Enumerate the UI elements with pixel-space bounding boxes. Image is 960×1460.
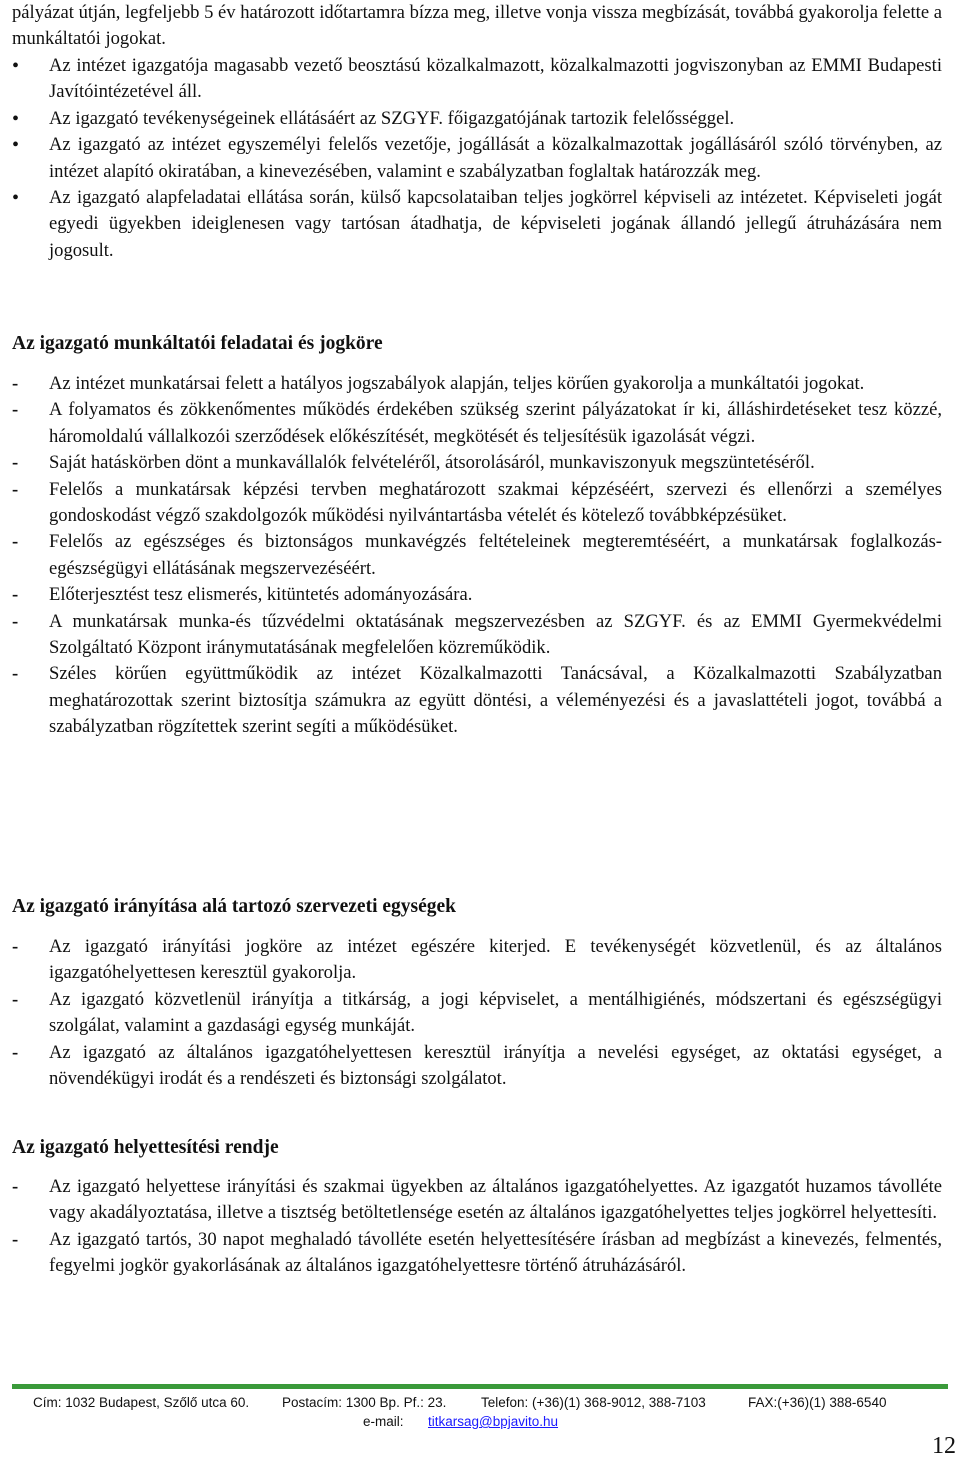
dash-marker: - bbox=[12, 1176, 19, 1197]
dash-marker: - bbox=[12, 452, 19, 474]
list-item-text: Az igazgató az intézet egyszemélyi felelős vezetője, jogállását a közalkalmazottak jogállásáról szóló törvényben, az intézet alapító okiratában, a kinevezésében, valamint e szabályzatban foglaltak határozzák meg. bbox=[49, 134, 942, 182]
bullet-marker: • bbox=[12, 187, 20, 210]
list-item-text: Az igazgató közvetlenül irányítja a titkárság, a jogi képviselet, a mentálhigiénés, módszertani és egészségügyi szolgálat, valamint a gazdasági egység munkáját. bbox=[49, 988, 942, 1037]
list-item-text: Az igazgató tartós, 30 napot meghaladó távolléte esetén helyettesítésére írásban ad megbízást a kinevezés, felmentés, fegyelmi jogkör gyakorlásának az általános igazgatóhelyettesre történő átruházásáról. bbox=[49, 1228, 942, 1277]
dash-marker: - bbox=[12, 584, 19, 606]
dash-marker: - bbox=[12, 1228, 19, 1250]
dash-marker: - bbox=[12, 373, 19, 394]
section3-list bbox=[12, 1174, 942, 1280]
list-item bbox=[12, 1227, 942, 1280]
dash-marker: - bbox=[12, 610, 19, 632]
footer-email-label: e-mail: bbox=[363, 1414, 404, 1429]
list-item bbox=[12, 987, 942, 1040]
list-item-text: Széles körűen együttműködik az intézet Közalkalmazotti Tanácsával, a Közalkalmazotti Szabályzatban meghatározottak szerint biztosítja számukra az együtt döntési, a véleményezési és a javaslattételi jogot, továbbá a szabályzatban rögzítettek szerint segíti a működésüket. bbox=[49, 663, 942, 738]
dash-marker: - bbox=[12, 478, 19, 500]
list-item bbox=[12, 529, 942, 582]
list-item bbox=[12, 132, 942, 185]
list-item-text: Az igazgató alapfeladatai ellátása során, külső kapcsolataiban teljes jogkörrel képviseli az intézetet. Képviseleti jogát egyedi ügyekben ideiglenesen vagy tartósan átadhatja, de képviseleti jogának állandó jellegű átruházására nem jogosult. bbox=[49, 187, 942, 261]
list-item bbox=[12, 934, 942, 987]
list-item bbox=[12, 661, 942, 740]
list-item-text: Felelős az egészséges és biztonságos munkavégzés feltételeinek megteremtéséért, a munkatársak foglalkozás-egészségügyi ellátásának megszervezéséért. bbox=[49, 531, 942, 579]
footer-email-link[interactable]: titkarsag@bpjavito.hu bbox=[428, 1414, 559, 1429]
section2-list bbox=[12, 934, 942, 1092]
list-item-text: Az igazgató helyettese irányítási és szakmai ügyekben az általános igazgatóhelyettes. Az igazgatót huzamos távolléte vagy akadályoztatása, illetve a tisztség betöltetlensége esetén az általános igazgatóhelyettes teljes jogkörrel helyettesíti. bbox=[49, 1176, 942, 1224]
dash-marker: - bbox=[12, 1041, 19, 1063]
list-item-text: A folyamatos és zökkenőmentes működés érdekében szükség szerint pályázatokat ír ki, álláshirdetéseket tesz közzé, háromoldalú vállalkozói szerződések előkészítését, megkötését és teljesítésük igazolását végzi. bbox=[49, 399, 942, 447]
intro-continuation: pályázat útján, legfeljebb 5 év határozott időtartamra bízza meg, illetve vonja vissza megbízását, továbbá gyakorolja felette a munkáltatói jogokat. bbox=[12, 2, 942, 50]
footer-divider bbox=[12, 1384, 948, 1389]
dash-marker: - bbox=[12, 663, 19, 685]
list-item bbox=[12, 371, 942, 397]
list-item-text: Az igazgató az általános igazgatóhelyettesen keresztül irányítja a nevelési egységet, az oktatási egységet, a növendékügyi irodát és a rendészeti és biztonsági szolgálatot. bbox=[49, 1041, 942, 1090]
list-item-text: A munkatársak munka-és tűzvédelmi oktatásának megszervezésben az SZGYF. és az EMMI Gyermekvédelmi Szolgáltató Központ iránymutatásának megfelelően közreműködik. bbox=[49, 610, 942, 659]
list-item-text: Saját hatáskörben dönt a munkavállalók felvételéről, átsorolásáról, munkaviszonyuk megszüntetéséről. bbox=[49, 452, 815, 474]
footer-fax: FAX:(+36)(1) 388-6540 bbox=[748, 1395, 887, 1410]
section-heading: Az igazgató munkáltatói feladatai és jogköre bbox=[12, 333, 383, 354]
dash-marker: - bbox=[12, 936, 19, 957]
list-item-text: Felelős a munkatársak képzési tervben meghatározott szakmai képzéséért, szervezi és ellenőrzi a személyes gondoskodást végző szakdolgozók működési nyilvántartásba vételét és kötelező továbbképzésüket. bbox=[49, 478, 942, 527]
dash-marker: - bbox=[12, 988, 19, 1010]
list-item bbox=[12, 1040, 942, 1093]
list-item bbox=[12, 582, 942, 608]
list-item bbox=[12, 477, 942, 530]
list-item-text: Az igazgató tevékenységeinek ellátásáért az SZGYF. főigazgatójának tartozik felelősséggel. bbox=[49, 107, 735, 129]
footer-address: Cím: 1032 Budapest, Szőlő utca 60. bbox=[33, 1395, 250, 1410]
page-number: 12 bbox=[932, 1433, 956, 1459]
list-item bbox=[12, 397, 942, 450]
footer-phone: Telefon: (+36)(1) 368-9012, 388-7103 bbox=[481, 1395, 706, 1410]
section-heading: Az igazgató helyettesítési rendje bbox=[12, 1137, 279, 1158]
list-item bbox=[12, 53, 942, 106]
bullet-marker: • bbox=[12, 107, 20, 130]
list-item bbox=[12, 185, 942, 264]
bullet-marker: • bbox=[12, 55, 20, 77]
list-item-text: Az igazgató irányítási jogköre az intézet egészére kiterjed. E tevékenységét közvetlenül, és az általános igazgatóhelyettesen keresztül gyakorolja. bbox=[49, 936, 942, 984]
list-item bbox=[12, 450, 942, 476]
list-item bbox=[12, 106, 942, 132]
list-item-text: Az intézet igazgatója magasabb vezető beosztású közalkalmazott, közalkalmazotti jogviszonyban az EMMI Budapesti Javítóintézetével áll. bbox=[49, 55, 942, 103]
list-item-text: Az intézet munkatársai felett a hatályos jogszabályok alapján, teljes körűen gyakorolja a munkáltatói jogokat. bbox=[49, 373, 865, 394]
list-item-text: Előterjesztést tesz elismerés, kitüntetés adományozására. bbox=[49, 584, 473, 606]
intro-bullet-list bbox=[12, 53, 942, 264]
section-heading: Az igazgató irányítása alá tartozó szervezeti egységek bbox=[12, 896, 457, 917]
list-item bbox=[12, 609, 942, 662]
bullet-marker: • bbox=[12, 134, 20, 157]
list-item bbox=[12, 1174, 942, 1227]
section1-list bbox=[12, 371, 942, 741]
dash-marker: - bbox=[12, 531, 19, 553]
footer-postal: Postacím: 1300 Bp. Pf.: 23. bbox=[282, 1395, 447, 1410]
dash-marker: - bbox=[12, 399, 19, 421]
